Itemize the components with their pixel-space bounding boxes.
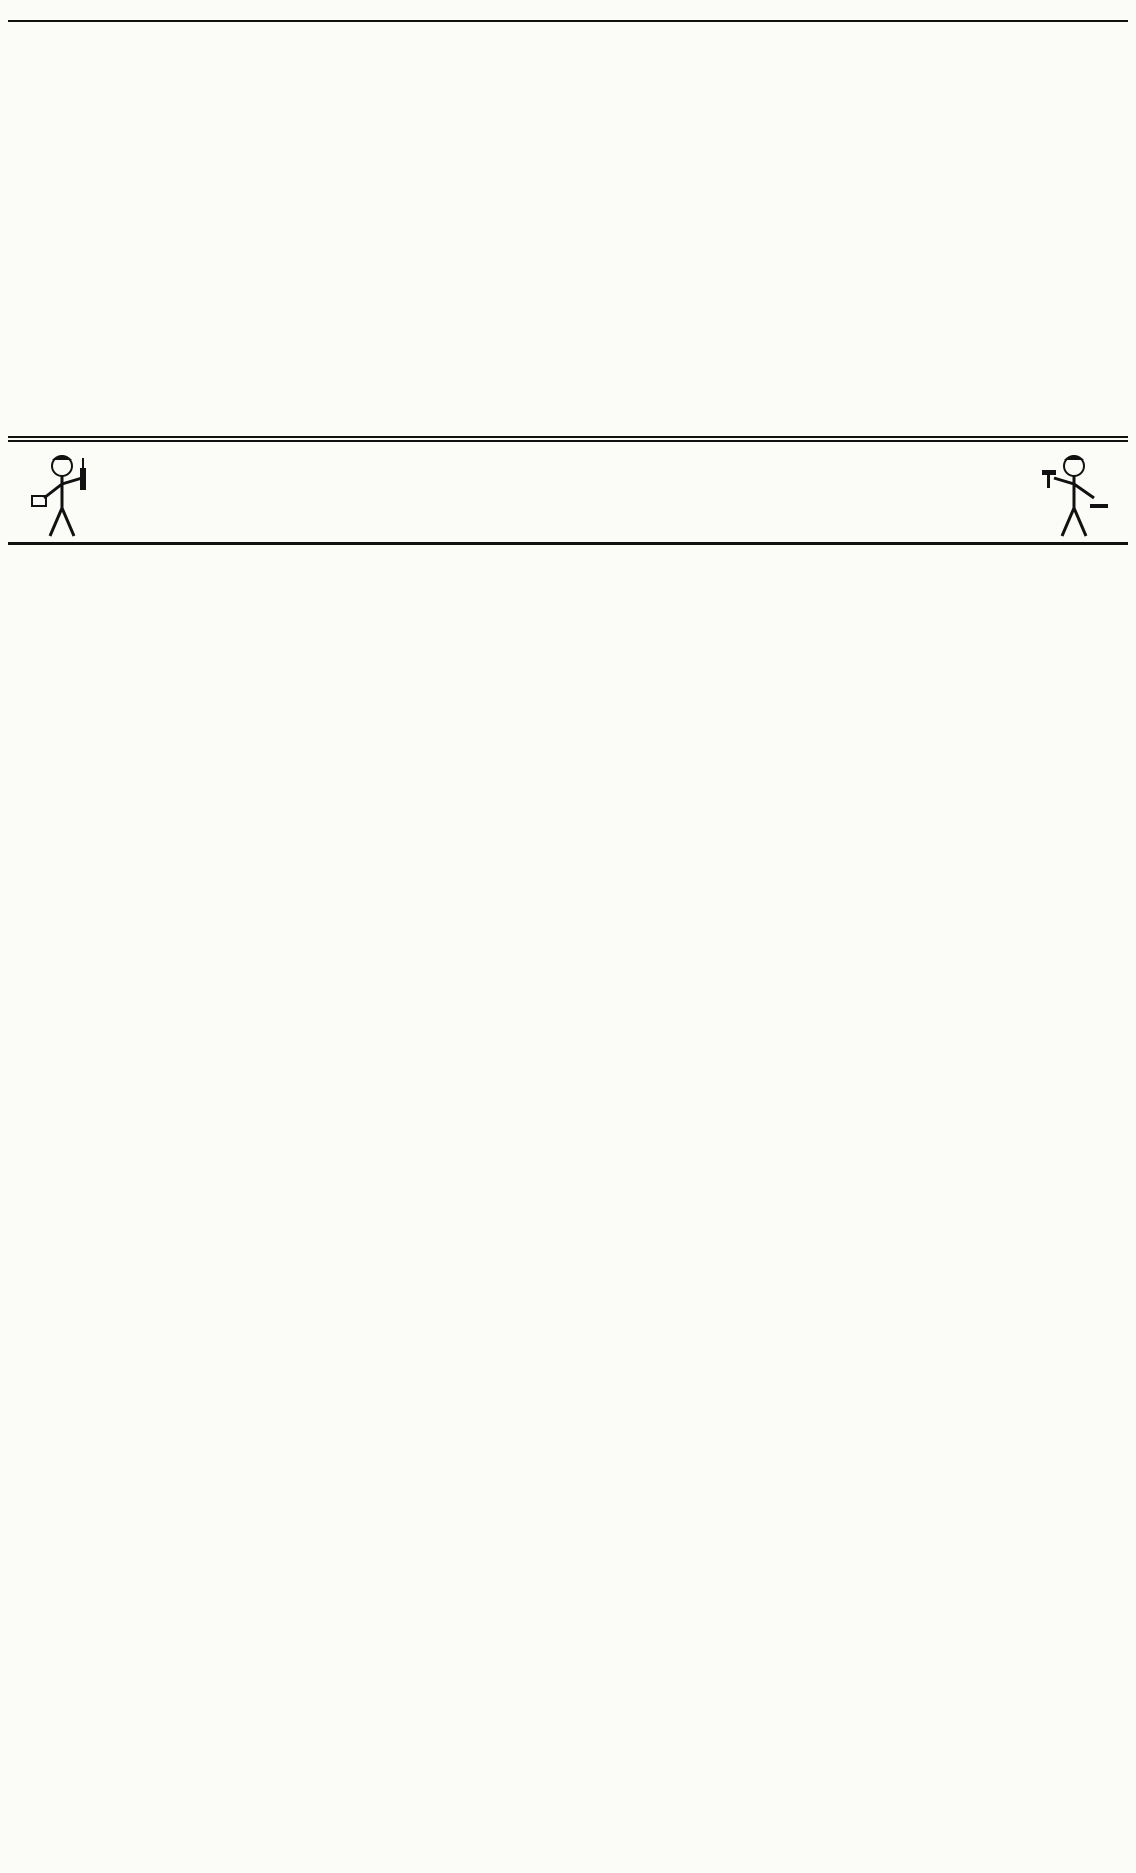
top-rule — [8, 20, 1128, 22]
painter-illustration-icon — [22, 448, 108, 540]
classified-columns — [8, 24, 1128, 438]
service-guide-columns — [8, 549, 1128, 1849]
home-service-guide-banner — [8, 440, 1128, 545]
page-footer — [8, 1852, 1128, 1870]
carpenter-illustration-icon — [1028, 448, 1114, 540]
masthead — [12, 4, 1124, 26]
